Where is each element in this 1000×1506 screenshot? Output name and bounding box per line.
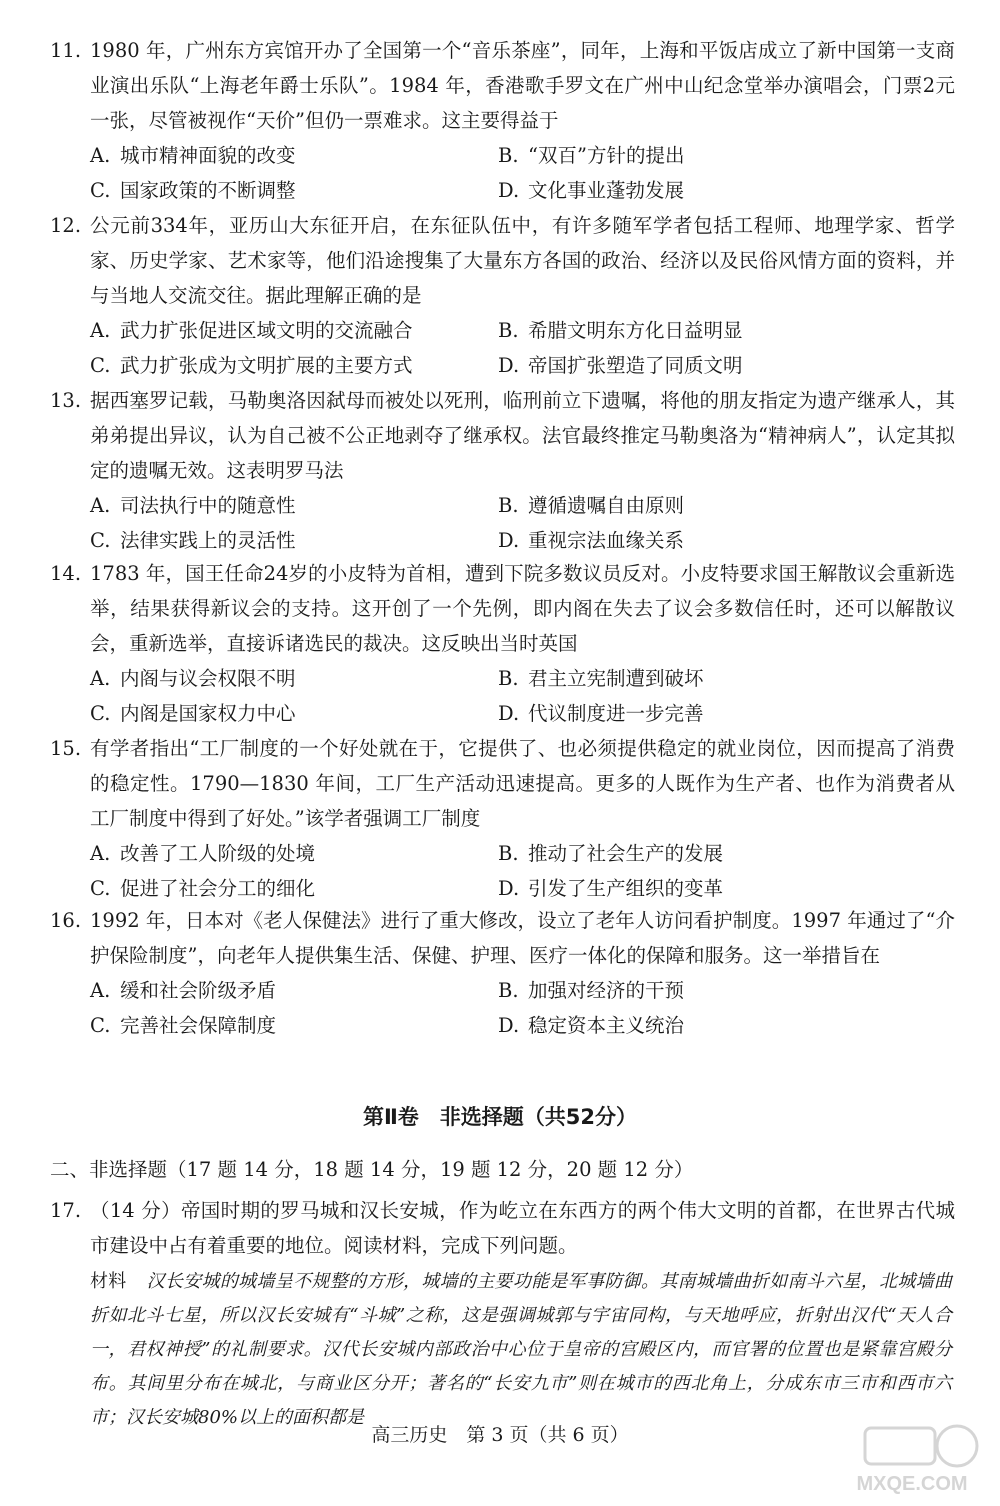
options [90, 313, 955, 383]
question-stem: 有学者指出“工厂制度的一个好处就在于，它提供了、也必须提供稳定的就业岗位，因而提高了消费的稳定性。1790—1830 年间，工厂生产活动迅速提高。更多的人既作为生产者、也作为消费者从工厂制度中得到了好处。”该学者强调工厂制度 [90, 737, 955, 830]
question-stem: 1980 年，广州东方宾馆开办了全国第一个“音乐茶座”，同年，上海和平饭店成立了新中国第一支商业演出乐队“上海老年爵士乐队”。1984 年，香港歌手罗文在广州中山纪念堂举办演唱会，门票2元一张，尽管被视作“天价”但仍一票难求。这主要得益于 [90, 39, 955, 132]
question-stem: 公元前334年，亚历山大东征开启，在东征队伍中，有许多随军学者包括工程师、地理学家、哲学家、历史学家、艺术家等，他们沿途搜集了大量东方各国的政治、经济以及民俗风情方面的资料，并与当地人交流交往。据此理解正确的是 [90, 214, 955, 307]
question-number: 14. [50, 562, 82, 585]
option-a[interactable]: A. 司法执行中的随意性 [90, 494, 296, 517]
option-b[interactable]: B. 推动了社会生产的发展 [498, 842, 724, 865]
page-footer: 高三历史 第 3 页（共 6 页） [371, 1424, 629, 1446]
options [90, 661, 955, 731]
option-c[interactable]: C. 促进了社会分工的细化 [90, 877, 316, 900]
option-d[interactable]: D. 帝国扩张塑造了同质文明 [498, 354, 743, 377]
option-a[interactable]: A. 缓和社会阶级矛盾 [90, 979, 277, 1002]
question-number: 11. [50, 39, 82, 62]
options [90, 138, 955, 208]
option-d[interactable]: D. 引发了生产组织的变革 [498, 877, 724, 900]
watermark-logo [845, 1418, 980, 1498]
option-c[interactable]: C. 国家政策的不断调整 [90, 179, 296, 202]
option-c[interactable]: C. 内阁是国家权力中心 [90, 702, 296, 725]
option-d[interactable]: D. 稳定资本主义统治 [498, 1014, 685, 1037]
option-c[interactable]: C. 完善社会保障制度 [90, 1014, 277, 1037]
question-14 [50, 556, 955, 731]
question-12 [50, 208, 955, 383]
option-a[interactable]: A. 内阁与议会权限不明 [90, 667, 296, 690]
material-text: 汉长安城的城墙呈不规整的方形，城墙的主要功能是军事防御。其南城墙曲折如南斗六星，北城墙曲折如北斗七星，所以汉长安城有“斗城”之称，这是强调城郭与宇宙同构，与天地呼应，折射出汉代“天人合一，君权神授”的礼制要求。汉代长安城内部政治中心位于皇帝的宫殿区内，而官署的位置也是紧靠宫殿分布。其间里分布在城北，与商业区分开；著名的“长安九市”则在城市的西北角上，分成东市三市和西市六市；汉长安城80%以上的面积都是 [90, 1271, 952, 1428]
question-11 [50, 33, 955, 208]
option-b[interactable]: B. 希腊文明东方化日益明显 [498, 319, 743, 342]
part-heading: 二、非选择题（17 题 14 分，18 题 14 分，19 题 12 分，20 题 12 分） [50, 1158, 694, 1181]
question-stem: 1992 年，日本对《老人保健法》进行了重大修改，设立了老年人访问看护制度。1997 年通过了“介护保险制度”，向老年人提供集生活、保健、护理、医疗一体化的保障和服务。这一举措旨在 [90, 909, 955, 967]
question-stem: 1783 年，国王任命24岁的小皮特为首相，遭到下院多数议员反对。小皮特要求国王解散议会重新选举，结果获得新议会的支持。这开创了一个先例，即内阁在失去了议会多数信任时，还可以解散议会，重新选举，直接诉诸选民的裁决。这反映出当时英国 [90, 562, 955, 655]
option-a[interactable]: A. 武力扩张促进区域文明的交流融合 [90, 319, 413, 342]
option-d[interactable]: D. 文化事业蓬勃发展 [498, 179, 685, 202]
option-a[interactable]: A. 城市精神面貌的改变 [90, 144, 296, 167]
question-number: 13. [50, 389, 82, 412]
section-title: 第Ⅱ卷 非选择题（共52分） [362, 1105, 638, 1129]
option-d[interactable]: D. 代议制度进一步完善 [498, 702, 704, 725]
option-c[interactable]: C. 法律实践上的灵活性 [90, 529, 296, 552]
options [90, 973, 955, 1043]
options [90, 488, 955, 558]
svg-text:MXQE.COM: MXQE.COM [856, 1473, 968, 1495]
question-15 [50, 731, 955, 906]
option-b[interactable]: B. 君主立宪制遭到破坏 [498, 667, 704, 690]
question-17 [50, 1193, 955, 1263]
question-number: 16. [50, 909, 82, 932]
option-a[interactable]: A. 改善了工人阶级的处境 [90, 842, 316, 865]
question-number: 12. [50, 214, 82, 237]
material-passage [90, 1265, 952, 1435]
option-b[interactable]: B. 遵循遗嘱自由原则 [498, 494, 685, 517]
question-stem: 据西塞罗记载，马勒奥洛因弑母而被处以死刑，临刑前立下遗嘱，将他的朋友指定为遗产继承人，其弟弟提出异议，认为自己被不公正地剥夺了继承权。法官最终推定马勒奥洛为“精神病人”，认定其拟定的遗嘱无效。这表明罗马法 [90, 389, 955, 482]
question-number: 15. [50, 737, 82, 760]
question-stem: （14 分）帝国时期的罗马城和汉长安城，作为屹立在东西方的两个伟大文明的首都，在世界古代城市建设中占有着重要的地位。阅读材料，完成下列问题。 [90, 1199, 955, 1257]
material-label: 材料 [90, 1271, 127, 1292]
question-number: 17. [50, 1199, 82, 1222]
option-b[interactable]: B. “双百”方针的提出 [498, 144, 685, 167]
options [90, 836, 955, 906]
option-c[interactable]: C. 武力扩张成为文明扩展的主要方式 [90, 354, 413, 377]
option-b[interactable]: B. 加强对经济的干预 [498, 979, 685, 1002]
question-13 [50, 383, 955, 558]
question-16 [50, 903, 955, 1043]
option-d[interactable]: D. 重视宗法血缘关系 [498, 529, 685, 552]
